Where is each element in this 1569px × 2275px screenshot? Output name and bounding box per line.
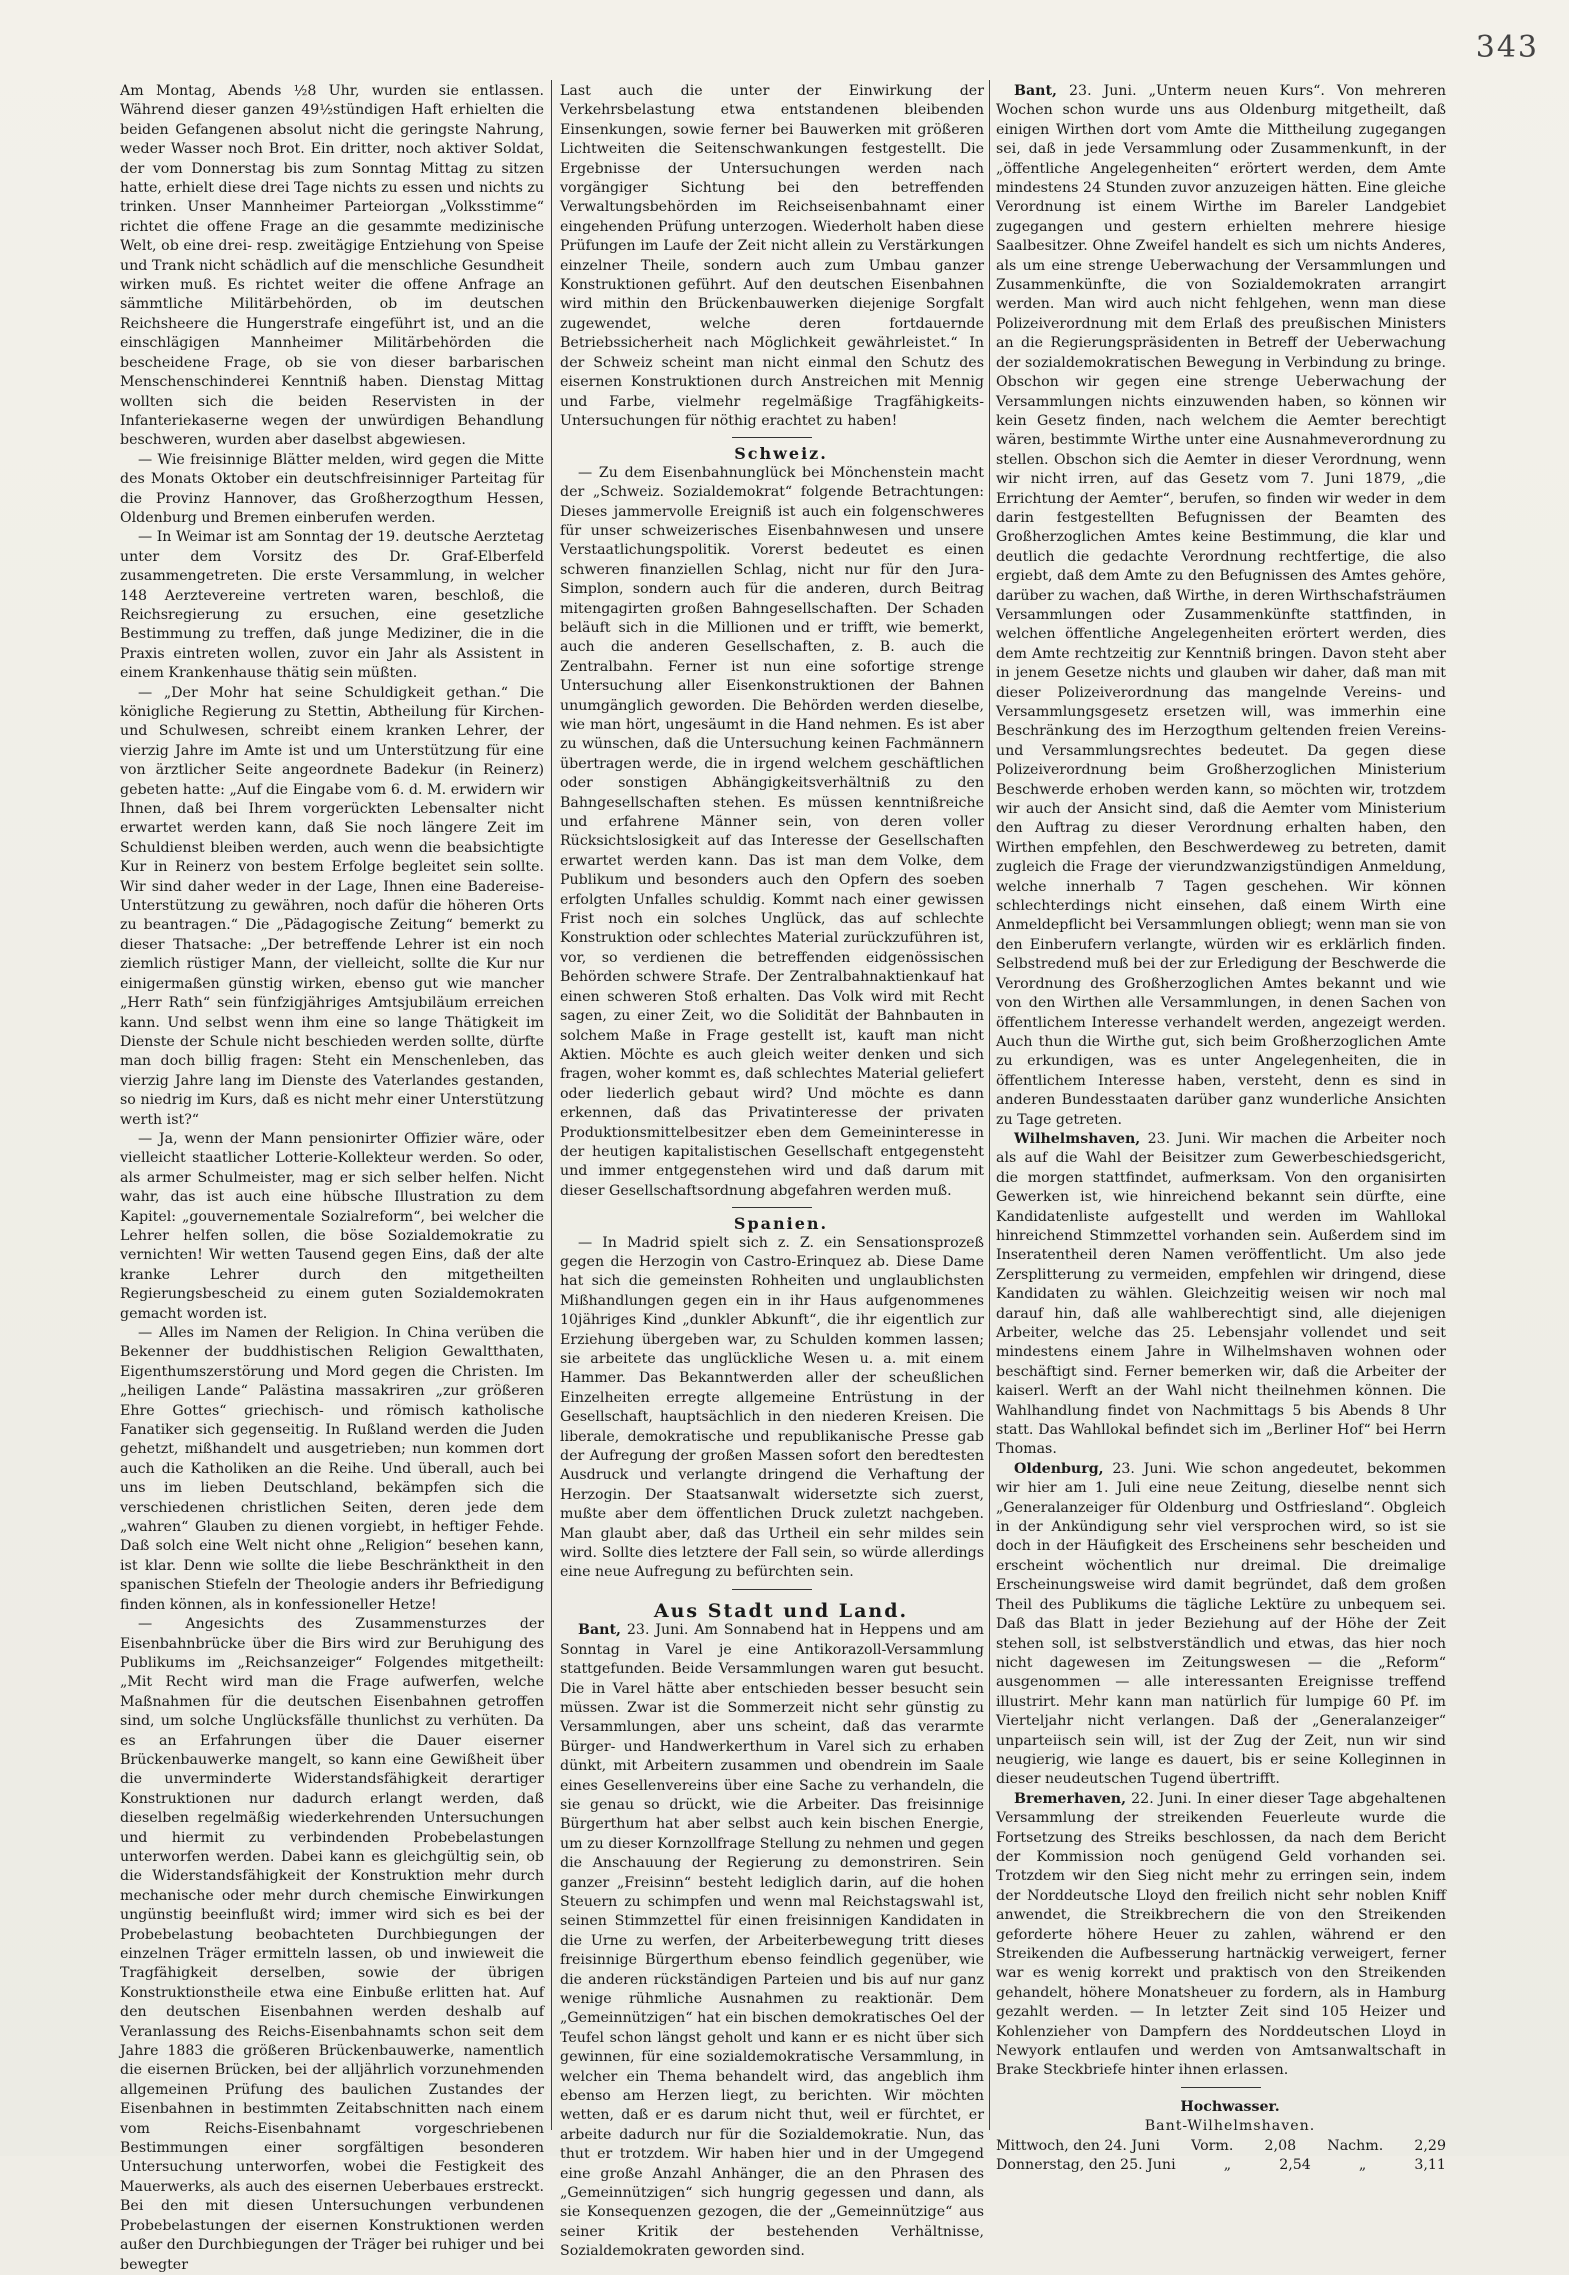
section-divider <box>732 1589 812 1590</box>
column-2 <box>560 82 984 2260</box>
article-paragraph: — In Madrid spielt sich z. Z. ein Sensationsprozeß gegen die Herzogin von Castro-Erinquez ab. Diese Dame hat sich die gemeinsten Rohheiten und unglaublichsten Mißhandlungen gegen ein in ihr Haus aufgenommenes 10jähriges Kind „dunkler Abkunft“, die ihr eigentlich zur Erziehung übergeben war, zu Schulden kommen lassen; sie arbeitete das unglückliche Wesen u. a. mit einem Hammer. Das Bekanntwerden aller der scheußlichen Einzelheiten erregte allgemeine Entrüstung in der Gesellschaft, hauptsächlich in den niederen Kreisen. Die liberale, demokratische und republikanische Presse gab der Aufregung der großen Massen sofort den beredtesten Ausdruck und verlangte dringend die Verhaftung der Herzogin. Der Staatsanwalt widersetzte sich zuerst, mußte aber dem öffentlichen Druck zuletzt nachgeben. Man glaubt aber, daß das Urtheil ein sehr mildes sein wird. Sollte dies letztere der Fall sein, so würde allerdings eine neue Aufregung zu befürchten sein. <box>560 1234 984 1581</box>
article-paragraph <box>996 1460 1446 1790</box>
table-row <box>996 2137 1446 2156</box>
table-cell-nachm: 3,11 <box>1414 2157 1446 2174</box>
article-text: 23. Juni. Am Sonnabend hat in Heppens und am Sonntag in Varel je eine Antikorazoll-Versammlung stattgefunden. Beide Versammlungen waren gut besucht. Die in Varel hätte aber entschieden besser besucht sein müssen. Zwar ist die Sommerzeit nicht sehr günstig zu Versammlungen, aber uns scheint, daß das verarmte Bürger- und Handwerkerthum in Varel sich zu erhaben dünkt, mit Arbeitern zusammen und obendrein im Saale eines Gesellenvereins über eine Sache zu verhandeln, die sie genau so drückt, wie die Arbeiter. Das freisinnige Bürgerthum hat aber selbst auch kein bischen Energie, um zu dieser Kornzollfrage Stellung zu nehmen und gegen die Anschauung der Regierung zu demonstriren. Sein ganzer „Freisinn“ besteht lediglich darin, auf die hohen Steuern zu schimpfen und wenn mal Reichstagswahl ist, seinen Stimmzettel für einen freisinnigen Kandidaten in die Urne zu werfen, der Arbeiterbewegung tritt dieses freisinnige Bürgerthum ebenso feindlich gegenüber, wie die anderen rückständigen Parteien und bis auf nur ganz wenige rühmliche Ausnahmen zu reaktionär. Dem „Gemeinnützigen“ hat ein bischen demokratisches Oel der Teufel schon längst geholt und kann er es nicht über sich gewinnen, für eine sozialdemokratische Versammlung, in welcher ein Thema behandelt wird, das angeblich ihm ebenso am Herzen liegt, zu berichten. Wir möchten wetten, daß er es darum nicht thut, weil er fürchtet, er arbeite dadurch nur für die Sozialdemokratie. Nun, das thut er trotzdem. Wir haben hier und in der Umgegend eine große Anzahl Anhänger, die an den Phrasen des „Gemeinnützigen“ sich hungrig gegessen und dann, als sie Konsequenzen gezogen, die der „Gemeinnützige“ aus seiner Kritik der bestehenden Verhältnisse, Sozialdemokraten geworden sind. <box>560 1622 984 2260</box>
article-text: 23. Juni. Wie schon angedeutet, bekommen wir hier am 1. Juli eine neue Zeitung, dieselbe nennt sich „Generalanzeiger für Oldenburg und Ostfriesland“. Obgleich in der Ankündigung sehr viel versprochen wird, so ist sie doch in der Häufigkeit des Erscheinens sehr bescheiden und erscheint wöchentlich nur dreimal. Die dreimalige Erscheinungsweise wird damit begründet, daß dem großen Theil des Publikums die tägliche Lektüre zu unbequem sei. Daß das Blatt in jeder Beziehung auf der Höhe der Zeit stehen soll, ist selbstverständlich und etwas, das hier noch nicht dagewesen im Zeitungswesen — die „Reform“ ausgenommen — alle interessanten Ereignisse treffend illustrirt. Mehr kann man natürlich für lumpige 60 Pf. im Vierteljahr nicht verlangen. Daß der „Generalanzeiger“ unparteiisch sein will, ist der Zug der Zeit, nun wir sind neugierig, wie lange es dauert, bis er seine Kolleginnen in dieser neudeutschen Tugend übertrifft. <box>996 1460 1446 1788</box>
dateline-place: Oldenburg, <box>1014 1460 1104 1477</box>
table-cell-day: Mittwoch, den 24. Juni <box>996 2137 1160 2154</box>
article-paragraph: — Ja, wenn der Mann pensionirter Offizier wäre, oder vielleicht staatlicher Lotterie-Kollekteur werden. So oder, als armer Schulmeister, mag er sich selber helfen. Nicht wahr, das ist auch eine hübsche Illustration zu dem Kapitel: „gouvernementale Sozialreform“, bei welcher die Lehrer helfen sollen, die böse Sozialdemokratie zu vernichten! Wir wetten Tausend gegen Eins, daß der alte kranke Lehrer durch den mitgetheilten Regierungsbescheid zu einem guten Sozialdemokraten gemacht worden ist. <box>120 1130 544 1322</box>
column-1 <box>120 82 544 2273</box>
article-paragraph: Last auch die unter der Einwirkung der Verkehrsbelastung etwa entstandenen bleibenden Einsenkungen, sowie ferner bei Bauwerken mit größeren Lichtweiten die Seitenschwankungen festgestellt. Die Ergebnisse der Untersuchungen werden nach vorgängiger Sichtung bei den betreffenden Verwaltungsbehörden im Reichseisenbahnamt einer eingehenden Prüfung unterzogen. Wiederholt haben diese Prüfungen im Laufe der Zeit nicht allein zu Verstärkungen einzelner Theile, sondern auch zum Umbau ganzer Konstruktionen geführt. Auf den deutschen Eisenbahnen wird mithin den Brückenbauwerken diejenige Sorgfalt zugewendet, welche deren fortdauernde Betriebssicherheit nach Möglichkeit gewährleistet.“ In der Schweiz scheint man nicht einmal den Schutz des eisernen Konstruktionen durch Anstreichen mit Mennig und Farbe, vielmehr regelmäßige Tragfähigkeits-Untersuchungen für nöthig erachtet zu haben! <box>560 83 984 429</box>
article-paragraph <box>996 1130 1446 1460</box>
section-divider <box>732 1207 812 1208</box>
hochwasser-table <box>996 2098 1446 2176</box>
table-subtitle: Bant-Wilhelmshaven. <box>1144 2118 1316 2135</box>
dateline-place: Bant, <box>1014 83 1057 99</box>
article-paragraph <box>996 1790 1446 2081</box>
article-paragraph: — Angesichts des Zusammensturzes der Eisenbahnbrücke über die Birs wird zur Beruhigung des Publikums im „Reichsanzeiger“ Folgendes mitgetheilt: „Mit Recht wird man die Frage aufwerfen, welche Maßnahmen für die deutschen Eisenbahnen getroffen sind, um solche Unglücksfälle thunlichst zu verhüten. Da es an Erfahrungen über die Dauer eiserner Brückenbauwerke mangelt, so kann eine Gewißheit über die unverminderte Widerstandsfähigkeit derartiger Konstruktionen nur dadurch erlangt werden, daß dieselben regelmäßig wiederkehrenden Untersuchungen und hiermit zu verbindenden Probebelastungen unterworfen werden. Dabei kann es gleichgültig sein, ob die Widerstandsfähigkeit der Konstruktion mehr durch mechanische oder mehr durch chemische Einwirkungen ungünstig beeinflußt wird; immer wird sich es bei der Probebelastung beobachteten Durchbiegungen der einzelnen Träger ermitteln lassen, ob und inwieweit die Tragfähigkeit derselben, sowie der übrigen Konstruktionstheile etwa eine Einbuße erlitten hat. Auf den deutschen Eisenbahnen werden deshalb auf Veranlassung des Reichs-Eisenbahnamts schon seit dem Jahre 1883 die größeren Brückenbauwerke, namentlich die eisernen Brücken, bei der alljährlich vorzunehmenden allgemeinen Prüfung des baulichen Zustandes der Eisenbahnen in bestimmten Zeitabschnitten nach einem vom Reichs-Eisenbahnamt vorgeschriebenen Bestimmungen einer sorgfältigen besonderen Untersuchung unterworfen, wobei die Festigkeit des Mauerwerks, als auch des eisernen Ueberbaues erstreckt. Bei den mit diesen Untersuchungen verbundenen Probebelastungen der eisernen Konstruktionen werden außer den Durchbiegungen der Träger bei ruhiger und bei bewegter <box>120 1616 544 2273</box>
dateline-place: Bremerhaven, <box>1014 1790 1127 1807</box>
column-3 <box>996 82 1446 2174</box>
section-heading-aus-stadt-und-land: Aus Stadt und Land. <box>653 1599 909 1622</box>
article-text: 23. Juni. „Unterm neuen Kurs“. Von mehreren Wochen schon wurde uns aus Oldenburg mitgetheilt, daß einigen Wirthen dort vom Amte die Mittheilung zugegangen sei, daß in jede Versammlung oder Zusammenkunft, in der „öffentliche Angelegenheiten“ erörtert werden, dem Amte mindestens 24 Stunden zuvor anzuzeigen hätten. Eine gleiche Verordnung ist einem Wirthe im Bareler Landgebiet zugegangen und gestern erhielten mehrere hiesige Saalbesitzer. Ohne Zweifel handelt es sich um nichts Anderes, als um eine strenge Ueberwachung der Versammlungen und Zusammenkünfte, die von Sozialdemokraten arrangirt werden. Man wird auch nicht fehlgehen, wenn man diese Polizeiverordnung mit dem Erlaß des preußischen Ministers an die Regierungspräsidenten in Betreff der Ueberwachung der sozialdemokratischen Bewegung in Verbindung zu bringe. Obschon wir gegen eine strenge Ueberwachung der Versammlungen nichts einzuwenden haben, so können wir kein Gesetz finden, nach welchem die Aemter berechtigt wären, bestimmte Wirthe unter eine Ausnahmeverordnung zu stellen. Obschon sich die Aemter in dieser Verordnung, wenn wir nicht irren, auf das Gesetz vom 7. Juni 1879, „die Errichtung der Aemter“, berufen, so finden wir weder in dem darin festgestellten Befugnissen der Beamten des Großherzoglichen Amtes keine Bestimmung, die klar und deutlich die gedachte Verordnung rechtfertige, die also ergiebt, daß dem Amte zu den Befugnissen des Amtes gehöre, darüber zu wachen, daß Wirthe, in deren Wirthschafsträumen Versammlungen oder Zusammenkünfte stattfinden, in welchen öffentliche Angelegenheiten erörtert werden, dies dem Amte rechtzeitig zur Kenntniß bringen. Davon steht aber in jenem Gesetze nichts und glauben wir daher, daß man mit dieser Polizeiverordnung das mangelnde Vereins- und Versammlungsgesetz ersetzen will, was immerhin eine Beschränkung des im Herzogthum geltenden freien Vereins- und Versammlungsrechtes bedeutet. Da gegen diese Polizeiverordnung beim Großherzoglichen Ministerium Beschwerde erhoben werden kann, so möchten wir, trotzdem wir auch der Ansicht sind, daß die Aemter vom Ministerium den Auftrag zu dieser Verordnung erhalten haben, den Wirthen empfehlen, den Beschwerdeweg zu betreten, damit zugleich die Frage der vierundzwanzigstündigen Anmeldung, welche innerhalb 7 Tagen geschehen. Wir können schlechterdings nicht einsehen, daß einem Wirth eine Anmeldepflicht bei Versammlungen obliegt; wenn man sie von den Einberufern verlangte, würden wir es erklärlich finden. Selbstredend muß bei der zur Erledigung der Beschwerde die Verordnung des Großherzoglichen Amtes bekannt und wie von den Wirthen alle Versammlungen, in denen Sachen von öffentlichem Interesse verhandelt werden, angezeigt werden. Auch thun die Wirthe gut, sich beim Großherzoglichen Amte zu erkundigen, was es unter Angelegenheiten, die in öffentlichem Interesse haben, versteht, denn es sind in anderen Bundesstaaten darüber ganz wunderliche Ansichten zu Tage getreten. <box>996 83 1446 1128</box>
article-paragraph: — Zu dem Eisenbahnunglück bei Mönchenstein macht der „Schweiz. Sozialdemokrat“ folgende Betrachtungen: Dieses jammervolle Ereigniß ist auch ein folgenschweres für unser schweizerisches Eisenbahnwesen und unsere Verstaatlichungspolitik. Vorerst bedeutet es einen schweren finanziellen Schlag, nicht nur für den Jura-Simplon, sondern auch für die anderen, durch Beitrag mitengagirten großen Bahngesellschaften. Der Schaden beläuft sich in die Millionen und er trifft, wie bemerkt, auch die anderen Gesellschaften, z. B. auch die Zentralbahn. Ferner ist nun eine sofortige strenge Untersuchung aller Eisenkonstruktionen der Bahnen unumgänglich geworden. Die Behörden werden dieselbe, wie man hört, ungesäumt in die Hand nehmen. Es ist aber zu wünschen, daß die Untersuchung keinen Fachmännern übertragen werde, die in irgend welchem geschäftlichen oder sonstigen Abhängigkeitsverhältniß zu den Bahngesellschaften stehen. Es müssen kenntnißreiche und erfahrene Männer sein, von deren voller Rücksichtslosigkeit auf das Interesse der Gesellschaften erwartet werden kann. Das ist man dem Volke, dem Publikum und besonders auch den Opfern des soeben erfolgten Unfalles schuldig. Kommt nach einer gewissen Frist noch ein solches Unglück, das auf schlechte Konstruktion oder schlechtes Material zurückzuführen ist, vor, so verdienen die betreffenden eidgenössischen Behörden schwere Strafe. Der Zentralbahnaktienkauf hat einen schweren Stoß erhalten. Das Volk wird mit Recht sagen, zu einer Zeit, wo die Solidität der Bahnbauten in solchem Maße in Frage gestellt ist, kauft man nicht Aktien. Möchte es auch gleich weiter denken und sich fragen, woher kommt es, daß schlechtes Material geliefert oder liederlich gebaut wird? Und möchte es dann erkennen, daß das Privatinteresse der privaten Produktionsmittelbesitzer eben dem Gemeininteresse in der heutigen kapitalistischen Gesellschaft entgegensteht und immer entgegenstehen wird und daß darum mit dieser Gesellschaftsordnung abgefahren werden muß. <box>560 464 984 1199</box>
article-paragraph: — „Der Mohr hat seine Schuldigkeit gethan.“ Die königliche Regierung zu Stettin, Abtheilung für Kirchen- und Schulwesen, schreibt einem kranken Lehrer, der vierzig Jahre im Amte ist und um Unterstützung für eine von ärztlicher Seite angeordnete Badekur (in Reinerz) gebeten hatte: „Auf die Eingabe vom 6. d. M. erwidern wir Ihnen, daß bei Ihrem vorgerückten Lebensalter nicht erwartet werden kann, daß Sie noch längere Zeit im Schuldienst bleiben werden, auch wenn die beabsichtigte Kur in Reinerz von bestem Erfolge begleitet sein sollte. Wir sind daher weder in der Lage, Ihnen eine Badereise-Unterstützung zu gewähren, noch dafür die höheren Orts zu beantragen.“ Die „Pädagogische Zeitung“ bemerkt zu dieser Thatsache: „Der betreffende Lehrer ist ein noch ziemlich rüstiger Mann, der vielleicht, sollte die Kur nur einigermaßen günstig wirken, ebenso gut wie mancher „Herr Rath“ sein fünfzigjähriges Amtsjubiläum erreichen kann. Und selbst wenn ihm eine so lange Thätigkeit im Dienste der Schule nicht beschieden werden sollte, dürfte man doch billig fragen: Steht ein Menschenleben, das vierzig Jahre lang im Dienste des Vaterlandes gestanden, so niedrig im Kurs, daß es nicht mehr einer Unterstützung werth ist?“ <box>120 684 544 1128</box>
article-paragraph: — Wie freisinnige Blätter melden, wird gegen die Mitte des Monats Oktober ein deutschfreisinniger Parteitag für die Provinz Hannover, das Großherzogthum Hessen, Oldenburg und Bremen einberufen werden. <box>120 451 544 526</box>
section-heading-schweiz: Schweiz. <box>734 444 828 464</box>
dateline-place: Wilhelmshaven, <box>1014 1130 1141 1147</box>
table-title: Hochwasser. <box>1180 2098 1280 2115</box>
table-cell-nachm-label: Nachm. <box>1327 2137 1384 2154</box>
section-heading-spanien: Spanien. <box>733 1214 829 1234</box>
table-cell-day: Donnerstag, den 25. Juni <box>996 2157 1176 2174</box>
table-row <box>996 2156 1446 2175</box>
article-paragraph <box>560 1621 984 2261</box>
table-cell-vorm: 2,54 <box>1279 2157 1311 2174</box>
article-text: 22. Juni. In einer dieser Tage abgehaltenen Versammlung der streikenden Feuerleute wurde die Fortsetzung des Streiks beschlossen, da nach dem Bericht der Kommission noch genügend Geld vorhanden sei. Trotzdem wir den Sieg nicht mehr zu erringen sein, indem der Norddeutsche Lloyd den freilich nicht sehr noblen Kniff anwendet, die Streikbrechern die von den Streikenden geforderte höhere Heuer zu zahlen, während er den Streikenden die Aufbesserung hartnäckig verweigert, ferner war es wenig korrekt und praktisch von den Streikenden gehandelt, höhere Monatsheuer zu fordern, als in Hamburg gezahlt werden. — In letzter Zeit sind 105 Heizer und Kohlenzieher von Dampfern des Norddeutschen Lloyd in Newyork entlaufen und werden von Amtsanwaltschaft in Brake Steckbriefe hinter ihnen erlassen. <box>996 1790 1446 2079</box>
table-cell-vorm-label: „ <box>1223 2157 1232 2174</box>
table-cell-vorm-label: Vorm. <box>1191 2137 1234 2154</box>
column-rule <box>551 80 552 2130</box>
article-paragraph: — Alles im Namen der Religion. In China verüben die Bekenner der buddhistischen Religion Gewaltthaten, Eigenthumszerstörung und Mord gegen die Christen. Im „heiligen Lande“ Palästina massakriren „zur größeren Ehre Gottes“ griechisch- und römisch katholische Fanatiker sich gegenseitig. In Rußland werden die Juden gehetzt, mißhandelt und ausgetrieben; nun kommen dort auch die Katholiken an die Reihe. Und überall, auch bei uns im lieben Deutschland, bekämpfen sich die verschiedenen christlichen Seiten, deren jede dem „wahren“ Glauben zu dienen vorgiebt, in heftiger Fehde. Daß solch eine Welt nicht ohne „Religion“ besehen kann, ist klar. Denn wie sollte die liebe Beschränktheit in den spanischen Stiefeln der Theologie anders ihr Befriedigung finden können, als in konfessioneller Hetze! <box>120 1325 544 1613</box>
table-cell-vorm: 2,08 <box>1264 2137 1297 2154</box>
article-paragraph: Am Montag, Abends ½8 Uhr, wurden sie entlassen. Während dieser ganzen 49½stündigen Haft erhielten die beiden Gefangenen absolut nicht die geringste Nahrung, weder Wasser noch Brot. Ein dritter, noch aktiver Soldat, der vom Donnerstag bis zum Sonntag Mittag zu sitzen hatte, erhielt diese drei Tage nichts zu essen und nichts zu trinken. Unser Mannheimer Parteiorgan „Volksstimme“ richtet die offene Frage an die gesammte medizinische Welt, ob eine drei- resp. zweitägige Entziehung von Speise und Trank nicht schädlich auf die menschliche Gesundheit wirken muß. Es richtet weiter die offene Anfrage an sämmtliche Militärbehörden, ob im deutschen Reichsheere die Hungerstrafe eingeführt ist, und an die einschlägigen Mannheimer Militärbehörden die bescheidene Frage, ob sie von dieser barbarischen Menschenschinderei Kenntniß haben. Dienstag Mittag wollten sich die beiden Reservisten in der Infanteriekaserne wegen der unwürdigen Behandlung beschweren, wurden aber daselbst abgewiesen. <box>120 83 544 449</box>
table-cell-nachm: 2,29 <box>1414 2137 1446 2154</box>
article-paragraph <box>996 82 1446 1130</box>
section-divider <box>1181 2087 1261 2088</box>
section-divider <box>732 437 812 438</box>
article-text: 23. Juni. Wir machen die Arbeiter noch als auf die Wahl der Beisitzer zum Gewerbeschiedsgericht, die morgen stattfindet, aufmerksam. Von den organisirten Gewerken ist, wie hinreichend bekannt sein dürfte, eine Kandidatenliste aufgestellt und werden im Wahllokal hinreichend Stimmzettel vorhanden sein. Außerdem sind im Inseratentheil deren Namen veröffentlicht. Um also jede Zersplitterung zu vermeiden, empfehlen wir dringend, diese Kandidaten zu wählen. Gleichzeitig weisen wir noch mal darauf hin, daß alle wahlberechtigt sind, alle diejenigen Arbeiter, welche das 25. Lebensjahr vollendet und seit mindestens einem Jahre in Wilhelmshaven wohnen oder beschäftigt sind. Ferner bemerken wir, daß die Arbeiter der kaiserl. Werft an der Wahl nicht theilnehmen können. Die Wahlhandlung findet von Nachmittags 5 bis Abends 8 Uhr statt. Das Wahllokal befindet sich im „Berliner Hof“ bei Herrn Thomas. <box>996 1130 1446 1458</box>
article-paragraph: — In Weimar ist am Sonntag der 19. deutsche Aerztetag unter dem Vorsitz des Dr. Graf-Elberfeld zusammengetreten. Die erste Versammlung, in welcher 148 Aerztevereine vertreten waren, beschloß, die Reichsregierung zu ersuchen, eine gesetzliche Bestimmung zu treffen, daß junge Mediziner, die in die Praxis eintreten wollen, zuvor ein Jahr als Assistent in einem Krankenhause thätig sein müßten. <box>120 529 544 682</box>
page-number: 343 <box>1475 30 1539 65</box>
column-rule <box>989 80 990 2130</box>
dateline-place: Bant, <box>578 1622 621 1639</box>
table-cell-nachm-label: „ <box>1358 2157 1367 2174</box>
